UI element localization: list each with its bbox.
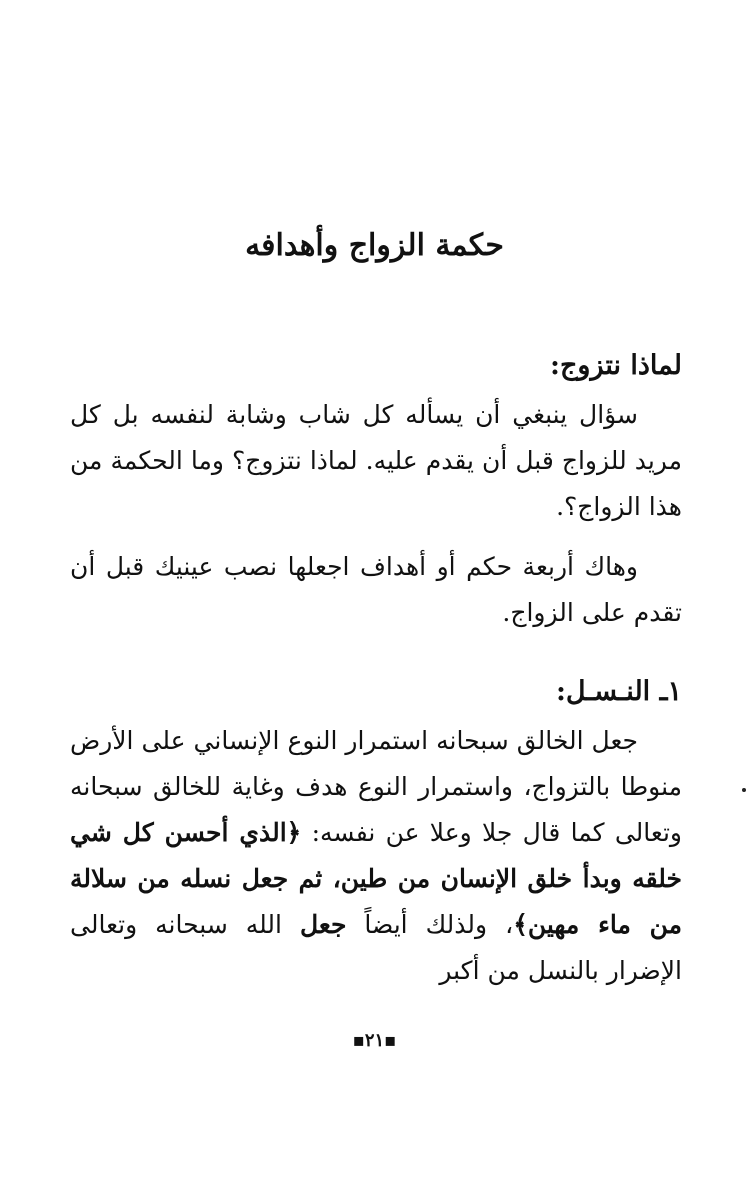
page-title: حكمة الزواج وأهدافه <box>245 228 504 263</box>
section-heading-offspring: ١ـ النـسـل: <box>555 676 682 707</box>
paragraph-four-goals: وهاك أربعة حكم أو أهداف اجعلها نصب عينيك قبل أن تقدم على الزواج. <box>70 552 682 627</box>
paragraph-question: سؤال ينبغي أن يسأله كل شاب وشابة لنفسه بل كل مريد للزواج قبل أن يقدم عليه. لماذا نتزوج؟ وما الحكمة من هذا الزواج؟. <box>70 400 682 521</box>
paragraph-offspring <box>70 718 682 994</box>
page-content <box>70 340 682 994</box>
page-number: ▪٢١▪ <box>352 1030 397 1051</box>
paragraph-offspring-end: الله سبحانه وتعالى الإضرار بالنسل من أكبر <box>70 910 682 985</box>
paragraph-offspring-mid: ، ولذلك أيضاً <box>346 910 514 939</box>
section-heading-why-marry: لماذا نتزوج: <box>550 350 682 381</box>
scan-speck <box>742 788 746 792</box>
bold-phrase: جعل <box>299 910 347 939</box>
quran-verse: ﴿الذي أحسن كل شي خلقه وبدأ خلق الإنسان من طين، ثم جعل نسله من سلالة من ماء مهين﴾ <box>70 818 683 939</box>
paragraph-offspring-start: جعل الخالق سبحانه استمرار النوع الإنساني على الأرض منوطا بالتزواج، واستمرار النوع هدف وغاية للخالق سبحانه وتعالى كما قال جلا وعلا عن نفسه: <box>70 726 683 847</box>
